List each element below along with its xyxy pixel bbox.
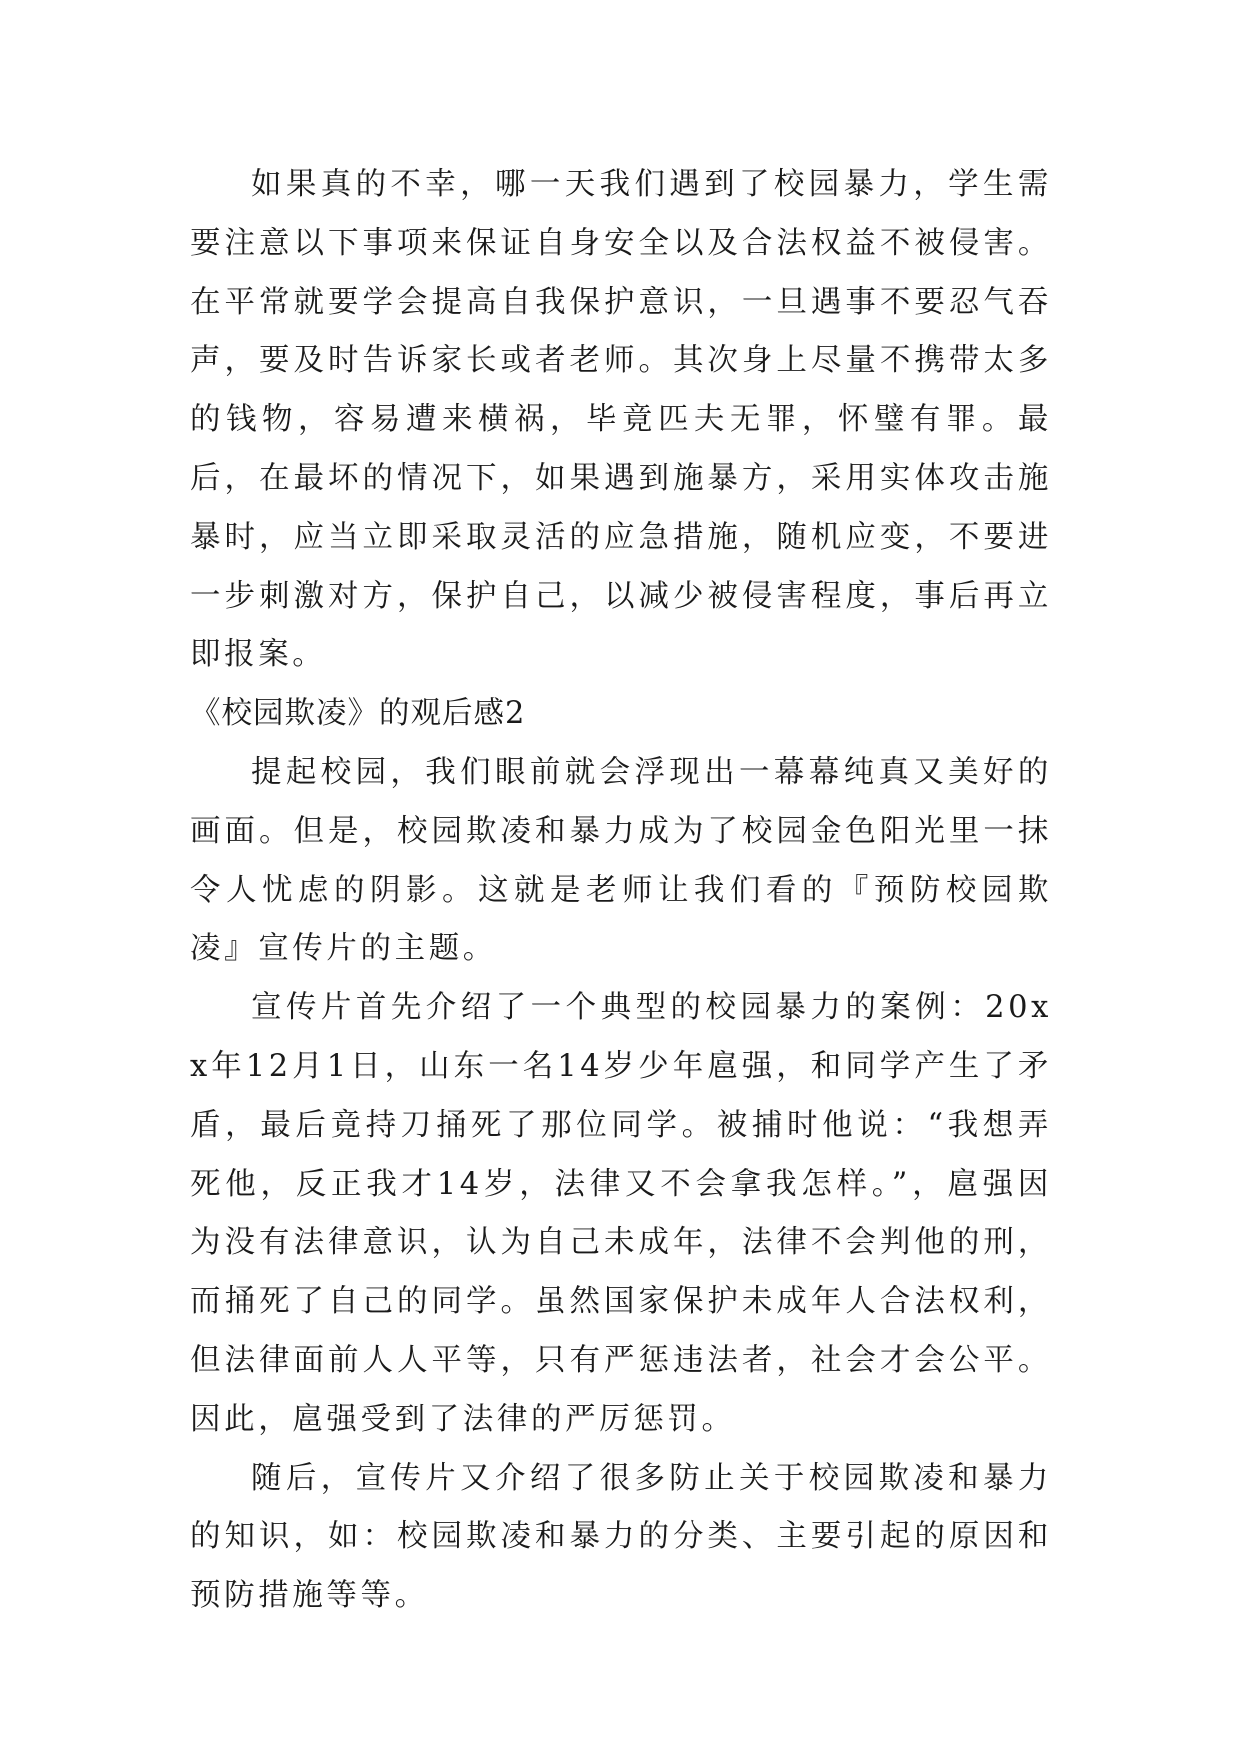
- paragraph-case-study: 宣传片首先介绍了一个典型的校园暴力的案例：20xx年12月1日，山东一名14岁少年扈强，和同学产生了矛盾，最后竟持刀捅死了那位同学。被捕时他说：“我想弄死他，反正我才14岁，法律又不会拿我怎样。”，扈强因为没有法律意识，认为自己未成年，法律不会判他的刑，而捅死了自己的同学。虽然国家保护未成年人合法权利，但法律面前人人平等，只有严惩违法者，社会才会公平。因此，扈强受到了法律的严厉惩罚。: [190, 990, 1052, 1437]
- paragraph-campus-intro: 提起校园，我们眼前就会浮现出一幕幕纯真又美好的画面。但是，校园欺凌和暴力成为了校园金色阳光里一抹令人忧虑的阴影。这就是老师让我们看的『预防校园欺凌』宣传片的主题。: [190, 754, 1052, 967]
- paragraph-knowledge: 随后，宣传片又介绍了很多防止关于校园欺凌和暴力的知识，如：校园欺凌和暴力的分类、主要引起的原因和预防措施等等。: [190, 1460, 1052, 1614]
- section-heading: 《校园欺凌》的观后感2: [190, 696, 526, 732]
- document-body: [190, 156, 1052, 1626]
- paragraph-safety-advice: 如果真的不幸，哪一天我们遇到了校园暴力，学生需要注意以下事项来保证自身安全以及合法权益不被侵害。在平常就要学会提高自我保护意识，一旦遇事不要忍气吞声，要及时告诉家长或者老师。其次身上尽量不携带太多的钱物，容易遭来横祸，毕竟匹夫无罪，怀璧有罪。最后，在最坏的情况下，如果遇到施暴方，采用实体攻击施暴时，应当立即采取灵活的应急措施，随机应变，不要进一步刺激对方，保护自己，以减少被侵害程度，事后再立即报案。: [190, 167, 1052, 673]
